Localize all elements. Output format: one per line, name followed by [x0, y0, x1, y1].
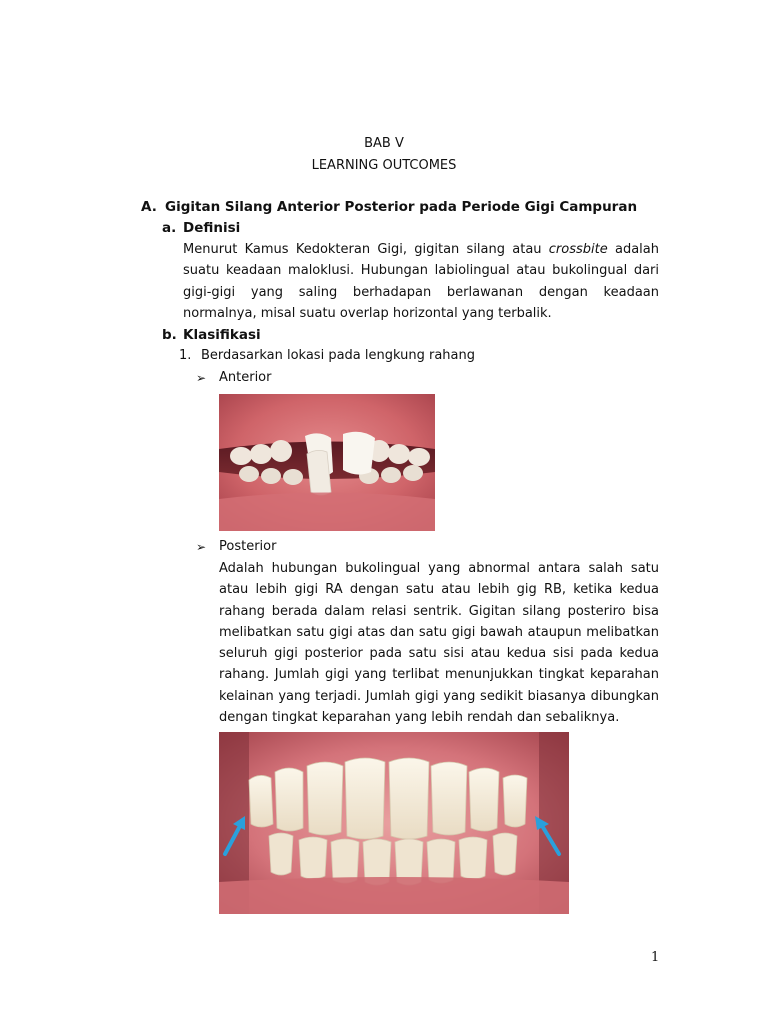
bullet-arrow-icon: ➢	[196, 540, 207, 554]
definition-line: gigi-gigi yang saling berhadapan berlawanan dengan keadaan	[183, 284, 659, 300]
bullet-posterior: Posterior	[219, 539, 277, 554]
definition-line: suatu keadaan maloklusi. Hubungan labiolingual atau bukolingual dari	[183, 263, 659, 279]
bullet-anterior: Anterior	[219, 370, 272, 385]
page-number: 1	[651, 950, 660, 965]
definition-paragraph	[183, 239, 659, 324]
posterior-line: dengan tingkat keparahan yang lebih rendah dan sebaliknya.	[219, 710, 620, 726]
section-a-heading	[141, 199, 637, 215]
section-a-title: Gigitan Silang Anterior Posterior pada Periode Gigi Campuran	[165, 199, 638, 215]
definition-line: normalnya, misal suatu overlap horizontal yang terbalik.	[183, 305, 552, 321]
sub-b-heading	[162, 327, 261, 343]
chapter-title: LEARNING OUTCOMES	[311, 158, 457, 173]
posterior-line: rahang. Jumlah gigi yang terlibat menunjukkan tingkat keparahan	[219, 667, 659, 683]
posterior-line: atau lebih gigi RA dengan satu atau lebih gig RB, ketika kedua	[219, 582, 659, 598]
posterior-line: kelainan yang terjadi. Jumlah gigi yang sedikit biasanya dibungkan	[219, 688, 659, 704]
sub-a-marker: a.	[162, 220, 177, 236]
definition-line: Menurut Kamus Kedokteran Gigi, gigitan silang atau crossbite adalah	[183, 242, 659, 257]
list-item-1-marker: 1.	[179, 348, 192, 363]
posterior-line: Adalah hubungan bukolingual yang abnormal antara salah satu	[219, 561, 659, 576]
posterior-photo-graphic	[219, 732, 569, 914]
posterior-line: rahang berada dalam relasi sentrik. Gigitan silang posteriro bisa	[219, 603, 659, 619]
chapter-label: BAB V	[364, 136, 404, 151]
anterior-photo-graphic	[219, 394, 435, 531]
list-item-1-text: Berdasarkan lokasi pada lengkung rahang	[201, 348, 475, 363]
section-a-marker: A.	[141, 199, 157, 215]
list-item-1	[179, 348, 475, 363]
posterior-paragraph	[219, 558, 659, 728]
sub-a-title: Definisi	[183, 220, 241, 236]
posterior-line: melibatkan satu gigi atas dan satu gigi bawah ataupun melibatkan	[219, 624, 659, 640]
sub-b-marker: b.	[162, 327, 177, 343]
crossbite-term: crossbite	[548, 242, 608, 257]
sub-b-title: Klasifikasi	[183, 327, 261, 343]
posterior-line: seluruh gigi posterior pada satu sisi atau kedua sisi pada kedua	[219, 646, 659, 662]
anterior-crossbite-photo	[219, 394, 435, 531]
bullet-arrow-icon: ➢	[196, 371, 207, 385]
posterior-crossbite-photo	[219, 732, 569, 914]
sub-a-heading	[162, 220, 240, 236]
